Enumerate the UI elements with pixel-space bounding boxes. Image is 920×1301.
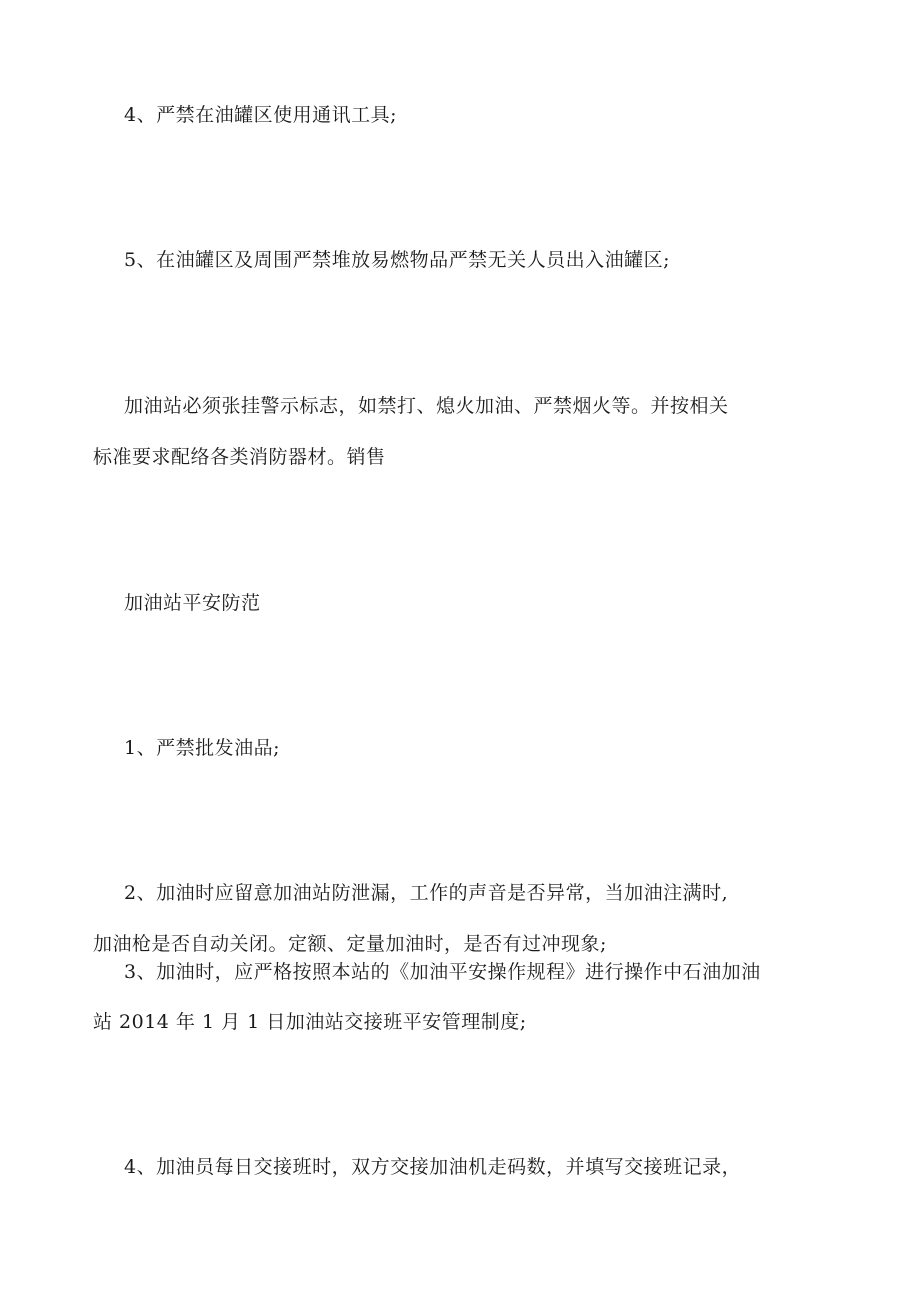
rule-item-4-tank-area: 4、严禁在油罐区使用通讯工具; (124, 104, 397, 126)
warning-sign-paragraph-continued: 标准要求配络各类消防器材。销售 (93, 446, 386, 468)
safety-item-2: 2、加油时应留意加油站防泄漏，工作的声音是否异常，当加油注满时, (124, 882, 729, 904)
section-heading-safety: 加油站平安防范 (124, 592, 261, 614)
rule-item-5-tank-area: 5、在油罐区及周围严禁堆放易燃物品严禁无关人员出入油罐区; (124, 249, 670, 271)
safety-item-3-continued: 站 2014 年 1 月 1 日加油站交接班平安管理制度; (93, 1011, 527, 1033)
warning-sign-paragraph: 加油站必须张挂警示标志，如禁打、熄火加油、严禁烟火等。并按相关 (124, 395, 729, 417)
safety-item-4: 4、加油员每日交接班时，双方交接加油机走码数，并填写交接班记录， (124, 1156, 742, 1178)
safety-item-3: 3、加油时，应严格按照本站的《加油平安操作规程》进行操作中石油加油 (124, 961, 761, 983)
safety-item-2-continued: 加油枪是否自动关闭。定额、定量加油时，是否有过冲现象; (93, 933, 607, 955)
safety-item-1: 1、严禁批发油品; (124, 737, 280, 759)
